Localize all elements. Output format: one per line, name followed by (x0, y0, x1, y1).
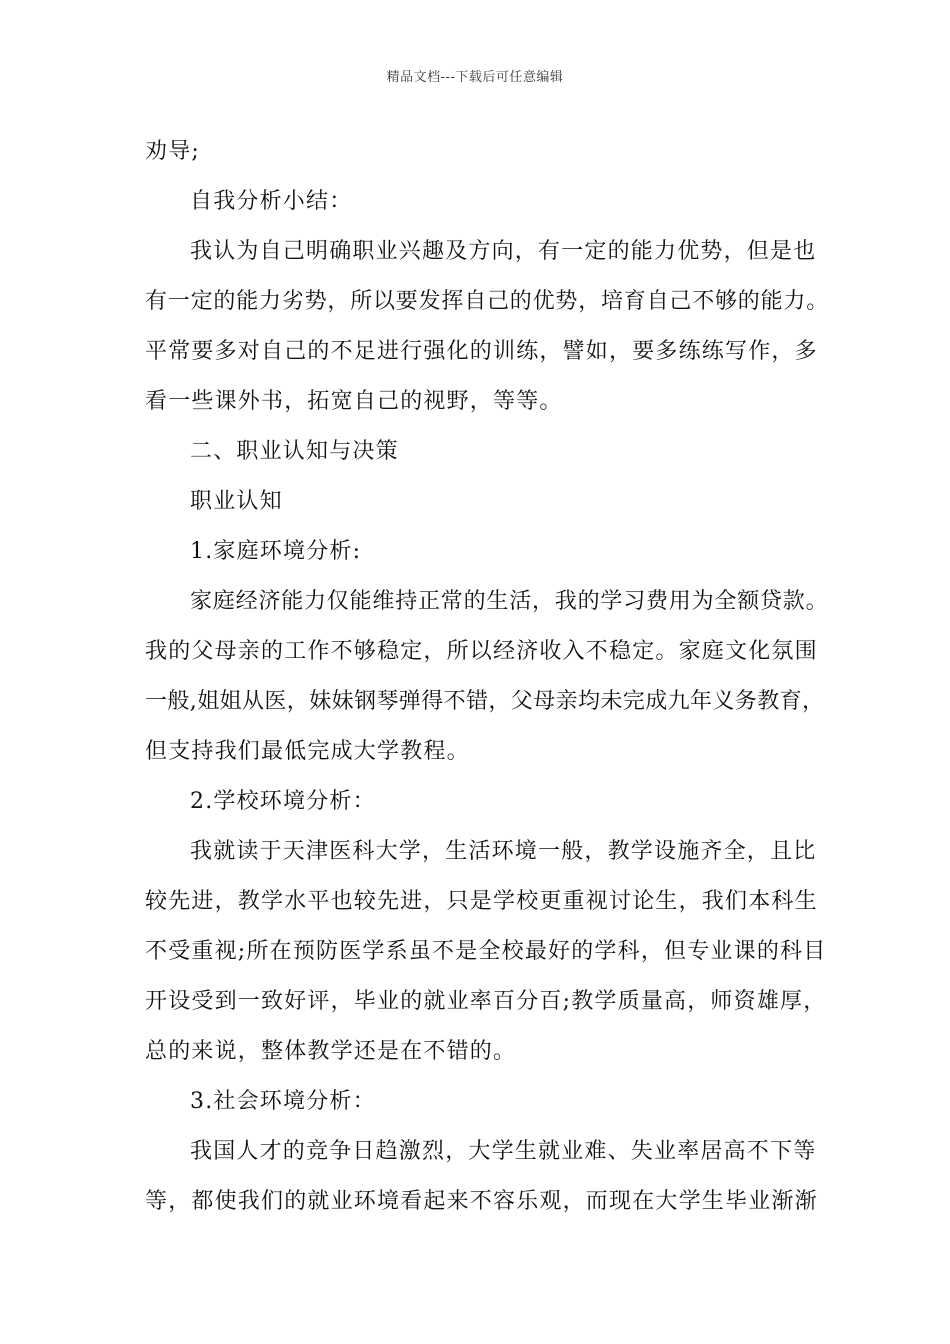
paragraph-line: 看一些课外书，拓宽自己的视野，等等。 (145, 389, 563, 414)
paragraph-line: 劝导; (145, 139, 201, 164)
section-heading: 职业认知 (190, 489, 283, 514)
paragraph-line: 一般,姐姐从医，妹妹钢琴弹得不错，父母亲均未完成九年义务教育， (145, 689, 825, 714)
paragraph-line: 有一定的能力劣势，所以要发挥自己的优势，培育自己不够的能力。 (145, 289, 830, 314)
paragraph-line: 我的父母亲的工作不够稳定，所以经济收入不稳定。家庭文化氛围 (145, 639, 818, 664)
paragraph-line: 我国人才的竞争日趋激烈，大学生就业难、失业率居高不下等 (190, 1139, 817, 1164)
paragraph-line: 开设受到一致好评，毕业的就业率百分百;教学质量高，师资雄厚， (145, 989, 827, 1014)
paragraph-line: 不受重视;所在预防医学系虽不是全校最好的学科，但专业课的科目 (145, 939, 827, 964)
section-heading: 2.学校环境分析： (190, 789, 376, 814)
paragraph-line: 但支持我们最低完成大学教程。 (145, 739, 470, 764)
page-header: 精品文档---下载后可任意编辑 (386, 70, 564, 85)
section-heading: 1.家庭环境分析: (190, 539, 362, 564)
paragraph-line: 我就读于天津医科大学，生活环境一般，教学设施齐全，且比 (190, 839, 817, 864)
section-heading: 二、职业认知与决策 (190, 439, 399, 464)
paragraph-line: 总的来说，整体教学还是在不错的。 (145, 1039, 517, 1064)
paragraph-line: 我认为自己明确职业兴趣及方向，有一定的能力优势，但是也 (190, 239, 817, 264)
paragraph-line: 家庭经济能力仅能维持正常的生活，我的学习费用为全额贷款。 (190, 589, 829, 614)
paragraph-line: 平常要多对自己的不足进行强化的训练，譬如，要多练练写作，多 (145, 339, 818, 364)
paragraph-line: 等，都使我们的就业环境看起来不容乐观，而现在大学生毕业渐渐 (145, 1189, 818, 1214)
section-heading: 自我分析小结： (190, 189, 353, 214)
section-heading: 3.社会环境分析： (190, 1089, 376, 1114)
paragraph-line: 较先进，教学水平也较先进，只是学校更重视讨论生，我们本科生 (145, 889, 818, 914)
